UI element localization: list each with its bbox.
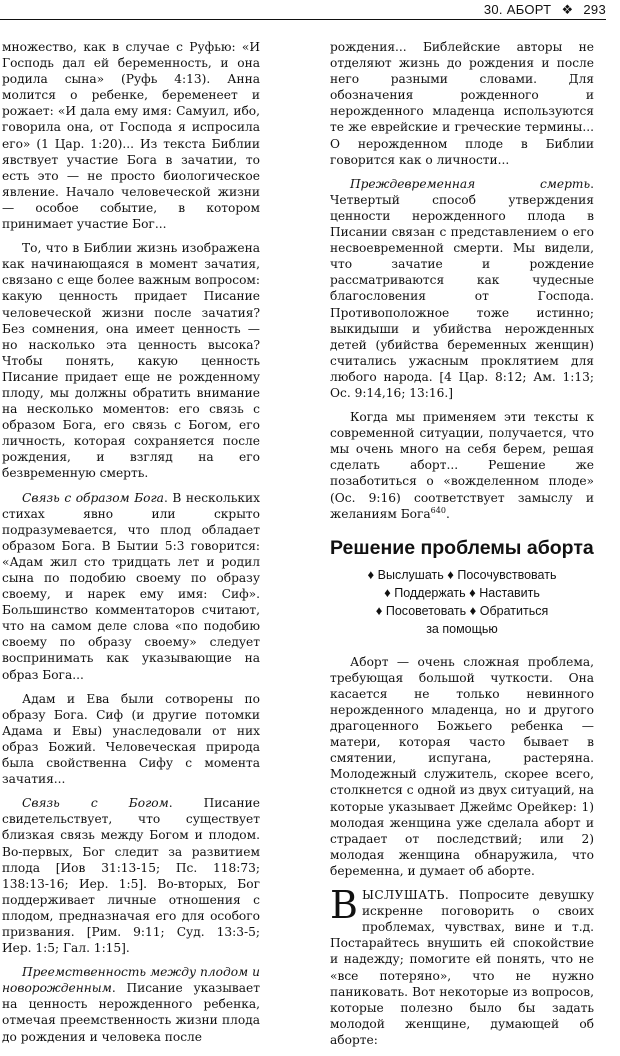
- diamond-icon: ♦: [384, 584, 391, 600]
- diamond-icon: ♦: [367, 566, 375, 582]
- paragraph-lead: Связь с Богом: [22, 796, 169, 811]
- paragraph-end: .: [445, 506, 450, 521]
- paragraph: Аборт — очень сложная проблема, требующая большой чуткости. Она касается не только невинного нерожденного младенца, но и другого драгоценного Божьего ребенка — матери, которая часто бывает в смятении, испугана, растеряна. Молодежный служитель, скорее всего, столкнется с одной из двух ситуаций, на которые указывает Джеймс Орейкер: 1) молодая женщина уже сделала аборт и страдает от последствий; или 2) молодая женщина обнаружила, что беременна, и думает об аборте.: [330, 654, 595, 878]
- page-number: 293: [583, 2, 606, 17]
- paragraph: [330, 409, 594, 522]
- task-item: Поддержать: [394, 585, 466, 600]
- paragraph-text: . Писание свидетельствует, что существует близкая связь между Богом и плодом. Во-первых, Бог следит за развитием плода [Иов 31:13-15; Пс. 118:73; 138:13-16; Иер. 1:5]. Во-вторых, Бог поддерживает личные отношения с плодом, предназначая его для особого призвания. [Рим. 9:11; Суд. 13:3-5; Иер. 1:5; Гал. 1:15].: [2, 796, 260, 956]
- paragraph-text: . Попросите девушку искренне поговорить о своих проблемах, чувствах, вине и т.д. Постарайтесь внушить ей спокойствие и надежду; помогите ей понять, что не «все потеряно», что не нужно паниковать. Вот некоторые из вопросов, которые полезно было бы задать молодой женщине, думающей об аборте:: [330, 888, 594, 1047]
- paragraph: [2, 490, 260, 683]
- diamond-icon: ♦: [375, 602, 383, 618]
- paragraph-lead: Преемственность между плодом и новорожденным: [2, 965, 260, 996]
- drop-cap: В: [330, 883, 358, 928]
- chapter-title: 30. АБОРТ: [483, 2, 552, 17]
- task-line: [330, 602, 594, 620]
- paragraph-text: . В нескольких стихах явно или скрыто подразумевается, что плод обладает образом Бога. В Бытии 5:3 говорится: «Адам жил сто тридцать лет и родил сына по подобию своему по образу своему, и нарек ему имя: Сиф». Большинство комментаторов считают, что на самом деле слова «по подобию своему по образу своему» следует воспринимать как указывающие на образ Бога...: [2, 490, 260, 682]
- paragraph: [330, 176, 594, 401]
- paragraph-lead: Связь с образом Бога: [22, 490, 164, 505]
- paragraph-text: Когда мы применяем эти тексты к современной ситуации, получается, что мы очень много на себя берем, решая сделать аборт... Решение же позаботиться о «вожделенном плоде» (Ос. 9:16) соответствует замыслу и желаниям Бога: [330, 410, 594, 521]
- task-item: Обратиться: [479, 603, 549, 618]
- paragraph: рождения... Библейские авторы не отделяют жизнь до рождения и после него разными словами. Для обозначения рожденного и нерожденного младенца используются те же еврейские и греческие термины... О нерожденном плоде в Библии говорится как о личности...: [330, 40, 594, 167]
- paragraph-text: . Писание указывает на ценность нерожденного ребенка, отмечая преемственность жизни плода до рождения и человека после: [2, 981, 260, 1044]
- running-head: [484, 2, 606, 18]
- right-column: [330, 39, 594, 1056]
- task-line: [330, 620, 594, 638]
- paragraph: множество, как в случае с Руфью: «И Господь дал ей беременность, и она родила сына» (Руфь 4:13). Анна молится о ребенке, беременеет и рожает: «И дала ему имя: Самуил, ибо, говорила она, от Господа я испросила его» (1 Цар. 1:20)... Из текста Библии явствует участие Бога в зачатии, то есть это — не просто биологическое явление. Начало человеческой жизни — особое событие, в котором принимает участие Бог...: [2, 40, 260, 232]
- paragraph: То, что в Библии жизнь изображена как начинающаяся в момент зачатия, связано с еще более важным вопросом: какую ценность придает Писание человеческой жизни после зачатия? Без сомнения, она имеет ценность — но насколько эта ценность высока? Чтобы понять, какую ценность Писание придает еще не рожденному плоду, мы должны обратить внимание на несколько моментов: его связь с образом Бога, его связь с Богом, его личность, которая сохраняется после рождения, и взгляд на его безвременную смерть.: [2, 241, 260, 481]
- diamond-icon: ♦: [469, 602, 477, 618]
- paragraph: Адам и Ева были сотворены по образу Бога. Сиф (и другие потомки Адама и Евы) унаследовали от них образ Божий. Человеческая природа была свойственна Сифу с момента зачатия...: [2, 691, 260, 787]
- task-line: [330, 566, 594, 584]
- task-item: за помощью: [426, 621, 498, 636]
- paragraph: [330, 883, 594, 1048]
- left-column: [2, 39, 260, 1053]
- task-item: Выслушать: [377, 567, 444, 582]
- task-list: [330, 566, 594, 638]
- running-header: [0, 0, 620, 20]
- paragraph: [2, 964, 260, 1044]
- task-item: Посочувствовать: [457, 567, 557, 582]
- diamond-icon: ♦: [469, 584, 476, 600]
- diamond-icon: ♦: [447, 566, 454, 582]
- footnote-ref: 640: [430, 505, 446, 515]
- task-item: Наставить: [479, 585, 540, 600]
- task-item: Посоветовать: [385, 603, 467, 618]
- paragraph-lead: Преждевременная смерть: [350, 176, 591, 191]
- section-heading: Решение проблемы аборта: [330, 536, 594, 559]
- header-rule: [0, 19, 606, 20]
- separator-icon: ❖: [561, 2, 574, 17]
- task-line: [330, 584, 594, 602]
- paragraph-text: . Четвертый способ утверждения ценности нерожденного плода в Писании связан с представлением о его несвоевременной смерти. Мы видели, что зачатие и рождение рассматриваются как чудесные благословения от Господа. Противоположное тоже истинно; выкидыши и убийства нерожденных детей (убийства беременных женщин) считались ужасным проклятием для любого народа. [4 Цар. 8:12; Ам. 1:13; Ос. 9:14,16; 13:16.]: [330, 176, 594, 400]
- paragraph-lead: ЫСЛУШАТЬ: [361, 888, 445, 903]
- paragraph: [2, 795, 260, 956]
